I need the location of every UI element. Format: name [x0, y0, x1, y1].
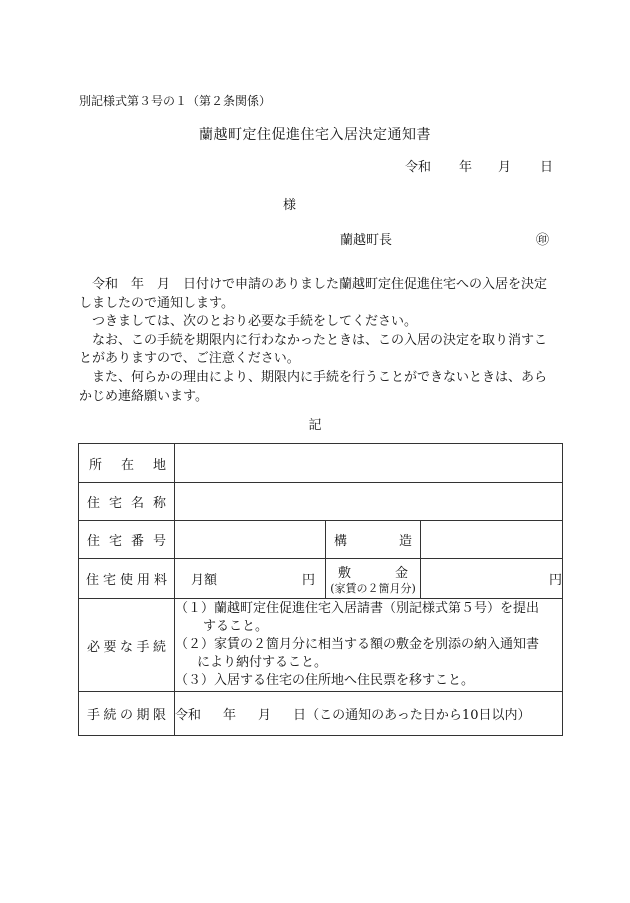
structure-value[interactable] — [421, 521, 563, 559]
deadline-era: 令和 — [175, 708, 202, 723]
addressee-suffix: 様 — [283, 198, 297, 213]
procedure-item-1: （１）蘭越町定住促進住宅入居請書（別記様式第５号）を提出 — [175, 601, 540, 616]
document-title: 蘭越町定住促進住宅入居決定通知書 — [199, 127, 431, 143]
structure-label-cell: 構 造 — [326, 521, 421, 559]
table-row — [79, 692, 563, 736]
deposit-note: (家賃の２箇月分) — [330, 581, 416, 595]
deadline-month: 月 — [258, 708, 272, 723]
table-row — [79, 559, 563, 599]
deposit-value[interactable] — [421, 559, 563, 599]
deadline-note: （この通知のあった日から10日以内） — [306, 708, 531, 723]
deadline-label-cell: 手 続 の 期 限 — [79, 692, 175, 736]
procedure-item-2-cont: により納付すること。 — [197, 655, 328, 670]
number-label-cell: 住 宅 番 号 — [79, 521, 175, 559]
procedure-item-3: （３）入居する住宅の住所地へ住民票を移すこと。 — [175, 673, 475, 688]
procedure-item-2: （２）家賃の２箇月分に相当する額の敷金を別添の納入通知書 — [175, 637, 540, 652]
deadline-day: 日 — [293, 708, 307, 723]
date-day: 日 — [540, 160, 554, 175]
name-value[interactable] — [175, 483, 563, 521]
form-identifier: 別記様式第３号の１（第２条関係） — [79, 94, 272, 108]
seal-mark: ㊞ — [536, 233, 550, 248]
procedure-item-1-cont: すること。 — [203, 619, 269, 634]
rent-label-cell: 住 宅 使 用 料 — [79, 559, 175, 599]
table-row — [79, 521, 563, 559]
table-row — [79, 599, 563, 692]
procedures-label-cell: 必 要 な 手 続 — [79, 599, 175, 692]
deadline-value — [175, 692, 563, 736]
table-row — [79, 444, 563, 483]
rent-yen: 円 — [301, 573, 315, 588]
number-value[interactable] — [175, 521, 326, 559]
issuer-name: 蘭越町長 — [340, 233, 393, 248]
rent-cell[interactable] — [175, 559, 326, 599]
location-value[interactable] — [175, 444, 563, 483]
details-table — [78, 443, 563, 736]
deposit-yen: 円 — [549, 573, 563, 588]
deadline-year: 年 — [223, 708, 237, 723]
date-era: 令和 — [405, 160, 432, 175]
body-paragraph-1: 令和 年 月 日付けで申請のありました蘭越町定住促進住宅への入居を決定しましたので通知します。 — [79, 277, 548, 311]
notice-body — [79, 276, 559, 406]
date-year: 年 — [459, 160, 473, 175]
deposit-label-cell: 敷 金 (家賃の２箇月分) — [326, 559, 421, 599]
table-row — [79, 483, 563, 521]
ki-heading: 記 — [308, 418, 322, 433]
body-paragraph-2: つきましては、次のとおり必要な手続をしてください。 — [92, 314, 418, 330]
location-label-cell: 所 在 地 — [79, 444, 175, 483]
body-paragraph-4: また、何らかの理由により、期限内に手続を行うことができないときは、あらかじめ連絡願います。 — [79, 369, 548, 404]
rent-prefix: 月額 — [191, 573, 218, 588]
procedures-list — [175, 599, 563, 692]
name-label-cell: 住 宅 名 称 — [79, 483, 175, 521]
body-paragraph-3: なお、この手続を期限内に行わなかったときは、この入居の決定を取り消すことがありますので、ご注意ください。 — [79, 332, 548, 367]
date-month: 月 — [498, 160, 512, 175]
